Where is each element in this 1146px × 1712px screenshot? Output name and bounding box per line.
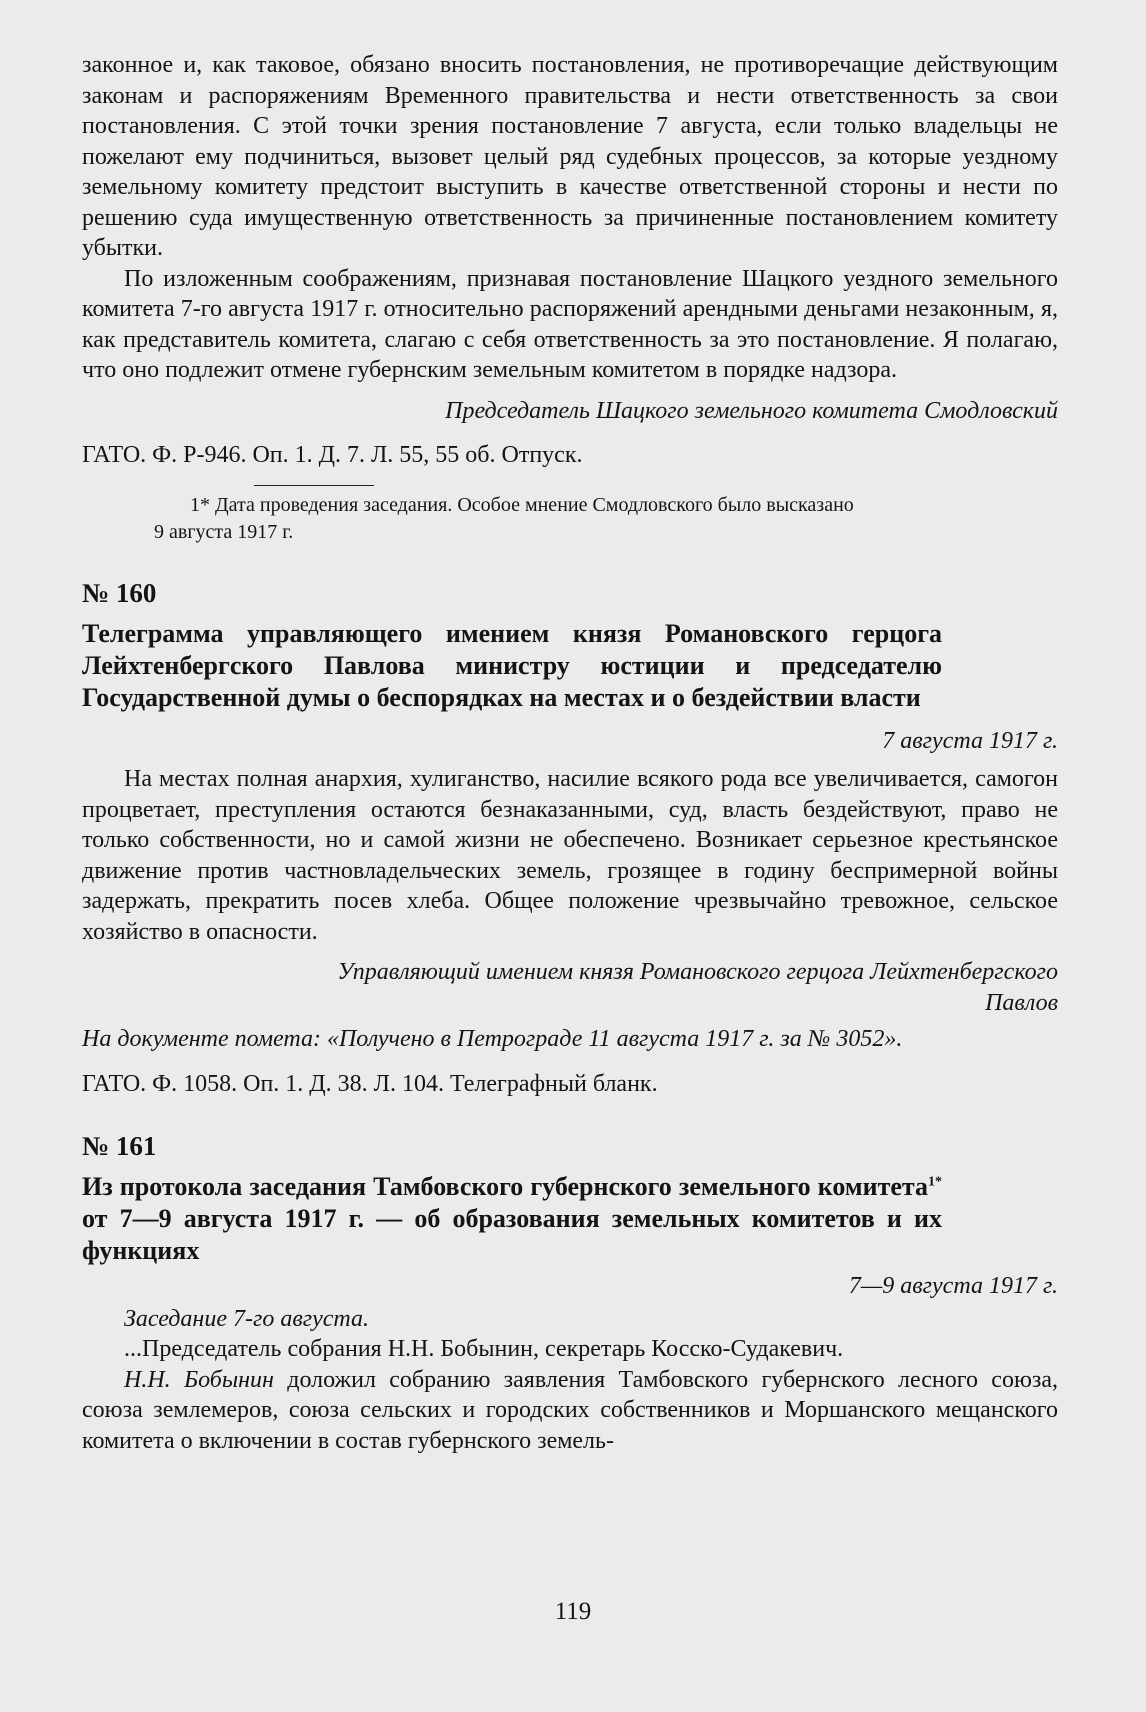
signature: Управляющий имением князя Романовского герцога Лейхтенбергского [337, 959, 1058, 985]
chair-line [82, 1334, 1058, 1365]
paragraph: По изложенным соображениям, признавая постановление Шацкого уездного земельного комитета 7-го августа 1917 г. относительно распоряжений арендными деньгами незаконным, я, как представитель комитета, слагаю с себя ответственность за это постановление. Я полагаю, что оно подлежит отмене губернским земельным комитетом в порядке надзора. [82, 265, 1058, 383]
chair-text: ...Председатель собрания Н.Н. Бобынин, секретарь Косско-Судакевич. [124, 1336, 844, 1362]
footnote [82, 492, 1058, 519]
page-number: 119 [554, 1598, 592, 1625]
signature: Председатель Шацкого земельного комитета Смодловский [445, 397, 1058, 424]
document-date: 7—9 августа 1917 г. [848, 1273, 1058, 1299]
title-part: от 7—9 августа 1917 г. — об образования земельных комитетов и их функциях [82, 1204, 942, 1265]
footnote-text: Дата проведения заседания. Особое мнение Смодловского было высказано [215, 493, 854, 516]
signature-name: Павлов [985, 989, 1058, 1016]
document-note: На документе помета: «Получено в Петрограде 11 августа 1917 г. за № 3052». [82, 1026, 903, 1052]
paragraph-text: доложил собранию заявления Тамбовского губернского лесного союза, союза землемеров, союза сельских и городских собственников и Моршанского мещанского комитета о включении в состав губернского земель- [82, 1366, 1059, 1454]
title-part: Из протокола заседания Тамбовского губернского земельного комитета [82, 1172, 928, 1201]
paragraph [82, 1365, 1058, 1457]
footnote-ref: 1* [928, 1174, 942, 1190]
footnote-continuation: 9 августа 1917 г. [154, 520, 294, 543]
document-number: № 160 [82, 577, 157, 608]
document-number: № 161 [82, 1131, 157, 1161]
archive-reference: ГАТО. Ф. Р-946. Оп. 1. Д. 7. Л. 55, 55 об. Отпуск. [82, 442, 583, 468]
footnote-divider [254, 485, 374, 486]
paragraph: законное и, как таковое, обязано вносить постановления, не противоречащие действующим законам и распоряжениям Временного правительства и нести ответственность за свои постановления. С этой точки зрения постановление 7 августа, если только владельцы не пожелают ему подчиниться, вызовет целый ряд судебных процессов, за которые уездному земельному комитету предстоит выступить в качестве ответственной стороны и нести по решению суда имущественную ответственность за причиненные постановлением комитету убытки. [82, 52, 1058, 261]
speaker-name: Н.Н. Бобынин [124, 1366, 274, 1393]
page-content [82, 50, 1058, 1456]
document-title [82, 1171, 942, 1267]
archive-reference: ГАТО. Ф. 1058. Оп. 1. Д. 38. Л. 104. Телеграфный бланк. [82, 1070, 658, 1097]
document-date: 7 августа 1917 г. [882, 727, 1058, 754]
paragraph: На местах полная анархия, хулиганство, насилие всякого рода все увеличивается, самогон процветает, преступления остаются безнаказанными, суд, власть бездействуют, право не только собственности, но и самой жизни не обеспечено. Возникает серьезное крестьянское движение против частновладельческих земель, грозящее в годину беспримерной войны задержать, прекратить посев хлеба. Общее положение чрезвычайно тревожное, сельское хозяйство в опасности. [82, 766, 1058, 945]
session-heading: Заседание 7-го августа. [124, 1305, 370, 1332]
document-title: Телеграмма управляющего имением князя Романовского герцога Лейхтенбергского Павлова министру юстиции и председателю Государственной думы о беспорядках на местах и о бездействии власти [82, 618, 942, 712]
footnote-marker: 1* [190, 493, 210, 516]
